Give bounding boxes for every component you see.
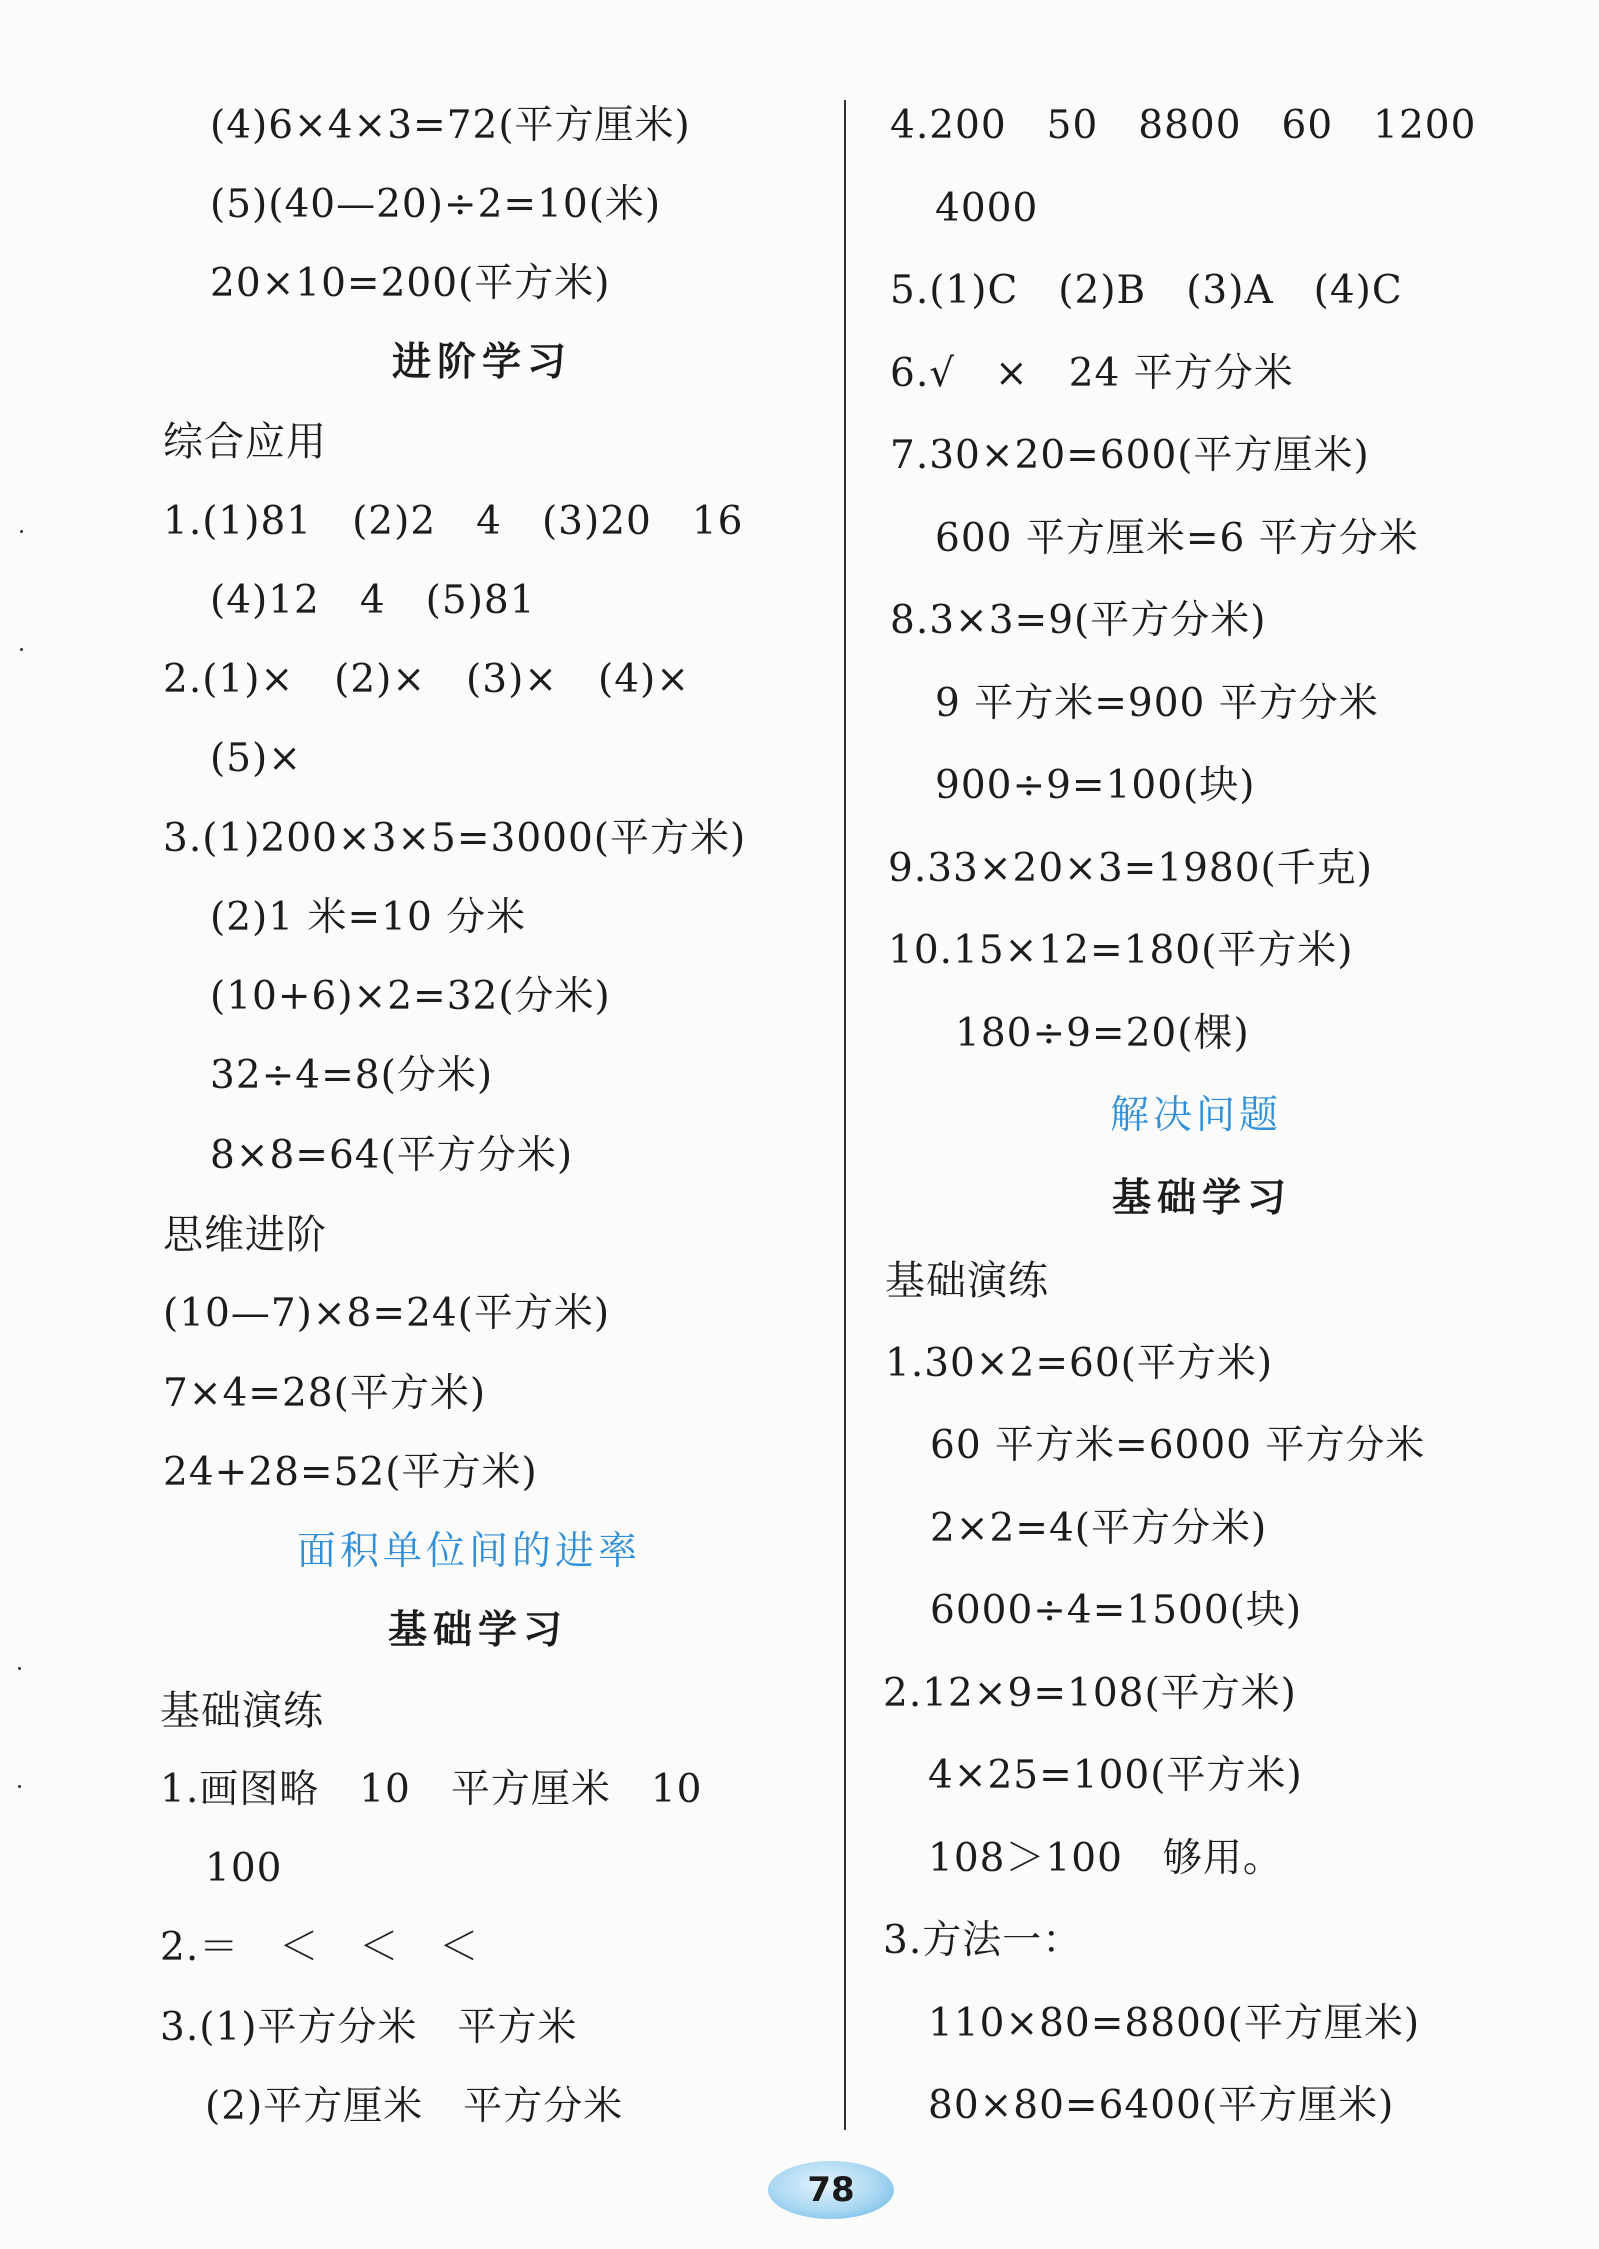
answer-line: (10+6)×2=32(分米) [210,974,611,1019]
answer-line: (10—7)×8=24(平方米) [163,1291,611,1336]
answer-line: 60 平方米=6000 平方分米 [930,1423,1426,1468]
answer-line: 9 平方米=900 平方分米 [935,681,1379,726]
answer-line: (5)(40—20)÷2=10(米) [210,182,662,227]
answer-line: 4.200 50 8800 60 1200 [890,103,1477,148]
subsection-title: 基础演练 [885,1258,1049,1304]
answer-line: 2.12×9=108(平方米) [883,1671,1297,1716]
answer-line: (4)12 4 (5)81 [210,578,536,623]
answer-line: 6.√ × 24 平方分米 [890,351,1294,396]
answer-line: 100 [205,1846,283,1891]
page-number: 78 [807,2170,855,2210]
answer-line: 2×2=4(平方分米) [930,1506,1268,1551]
answer-line: 3.(1)200×3×5=3000(平方米) [163,816,747,861]
answer-line: 600 平方厘米=6 平方分米 [935,516,1419,561]
answer-line: 108＞100 够用。 [928,1836,1283,1881]
answer-line: 24+28=52(平方米) [163,1450,538,1495]
section-heading: 基础学习 [1112,1176,1293,1221]
answer-line: 32÷4=8(分米) [210,1053,494,1098]
answer-line: (2)1 米=10 分米 [210,895,527,940]
answer-line: (2)平方厘米 平方分米 [205,2084,624,2129]
answer-line: 2.(1)× (2)× (3)× (4)× [163,657,690,702]
answer-line: 4000 [935,186,1039,231]
answer-line: (4)6×4×3=72(平方厘米) [210,103,691,148]
answer-line: 5.(1)C (2)B (3)A (4)C [890,268,1403,313]
answer-line: 1.(1)81 (2)2 4 (3)20 16 [163,499,744,544]
answer-line: 4×25=100(平方米) [928,1753,1303,1798]
chapter-title: 面积单位间的进率 [297,1529,642,1574]
answer-line: 9.33×20×3=1980(千克) [888,846,1373,891]
section-heading: 进阶学习 [392,340,573,385]
section-heading: 基础学习 [388,1608,569,1653]
column-divider [844,100,846,2130]
answer-line: 2.＝ ＜ ＜ ＜ [160,1925,480,1970]
answer-line: 1.画图略 10 平方厘米 10 [160,1767,703,1812]
subsection-title: 思维进阶 [163,1212,327,1258]
answer-line: 7×4=28(平方米) [163,1371,487,1416]
answer-line: 20×10=200(平方米) [210,261,611,306]
answer-line: 900÷9=100(块) [935,763,1256,808]
answer-line: 8×8=64(平方分米) [210,1133,574,1178]
page-number-badge [768,2161,894,2219]
margin-mark [20,530,23,533]
answer-line: 6000÷4=1500(块) [930,1588,1303,1633]
subsection-title: 综合应用 [163,419,327,465]
answer-line: 180÷9=20(棵) [955,1011,1250,1056]
margin-mark [20,648,23,651]
answer-line: 80×80=6400(平方厘米) [928,2083,1395,2128]
answer-line: 1.30×2=60(平方米) [885,1341,1274,1386]
subsection-title: 基础演练 [160,1688,324,1734]
chapter-title: 解决问题 [1110,1093,1283,1138]
margin-mark [18,1785,21,1788]
answer-line: 3.(1)平方分米 平方米 [160,2005,578,2050]
answer-line: (5)× [210,736,302,781]
answer-line: 3.方法一： [883,1918,1083,1963]
margin-mark [18,1667,21,1670]
answer-line: 10.15×12=180(平方米) [888,928,1354,973]
answer-line: 7.30×20=600(平方厘米) [890,433,1370,478]
answer-line: 8.3×3=9(平方分米) [890,598,1267,643]
answer-line: 110×80=8800(平方厘米) [928,2001,1421,2046]
